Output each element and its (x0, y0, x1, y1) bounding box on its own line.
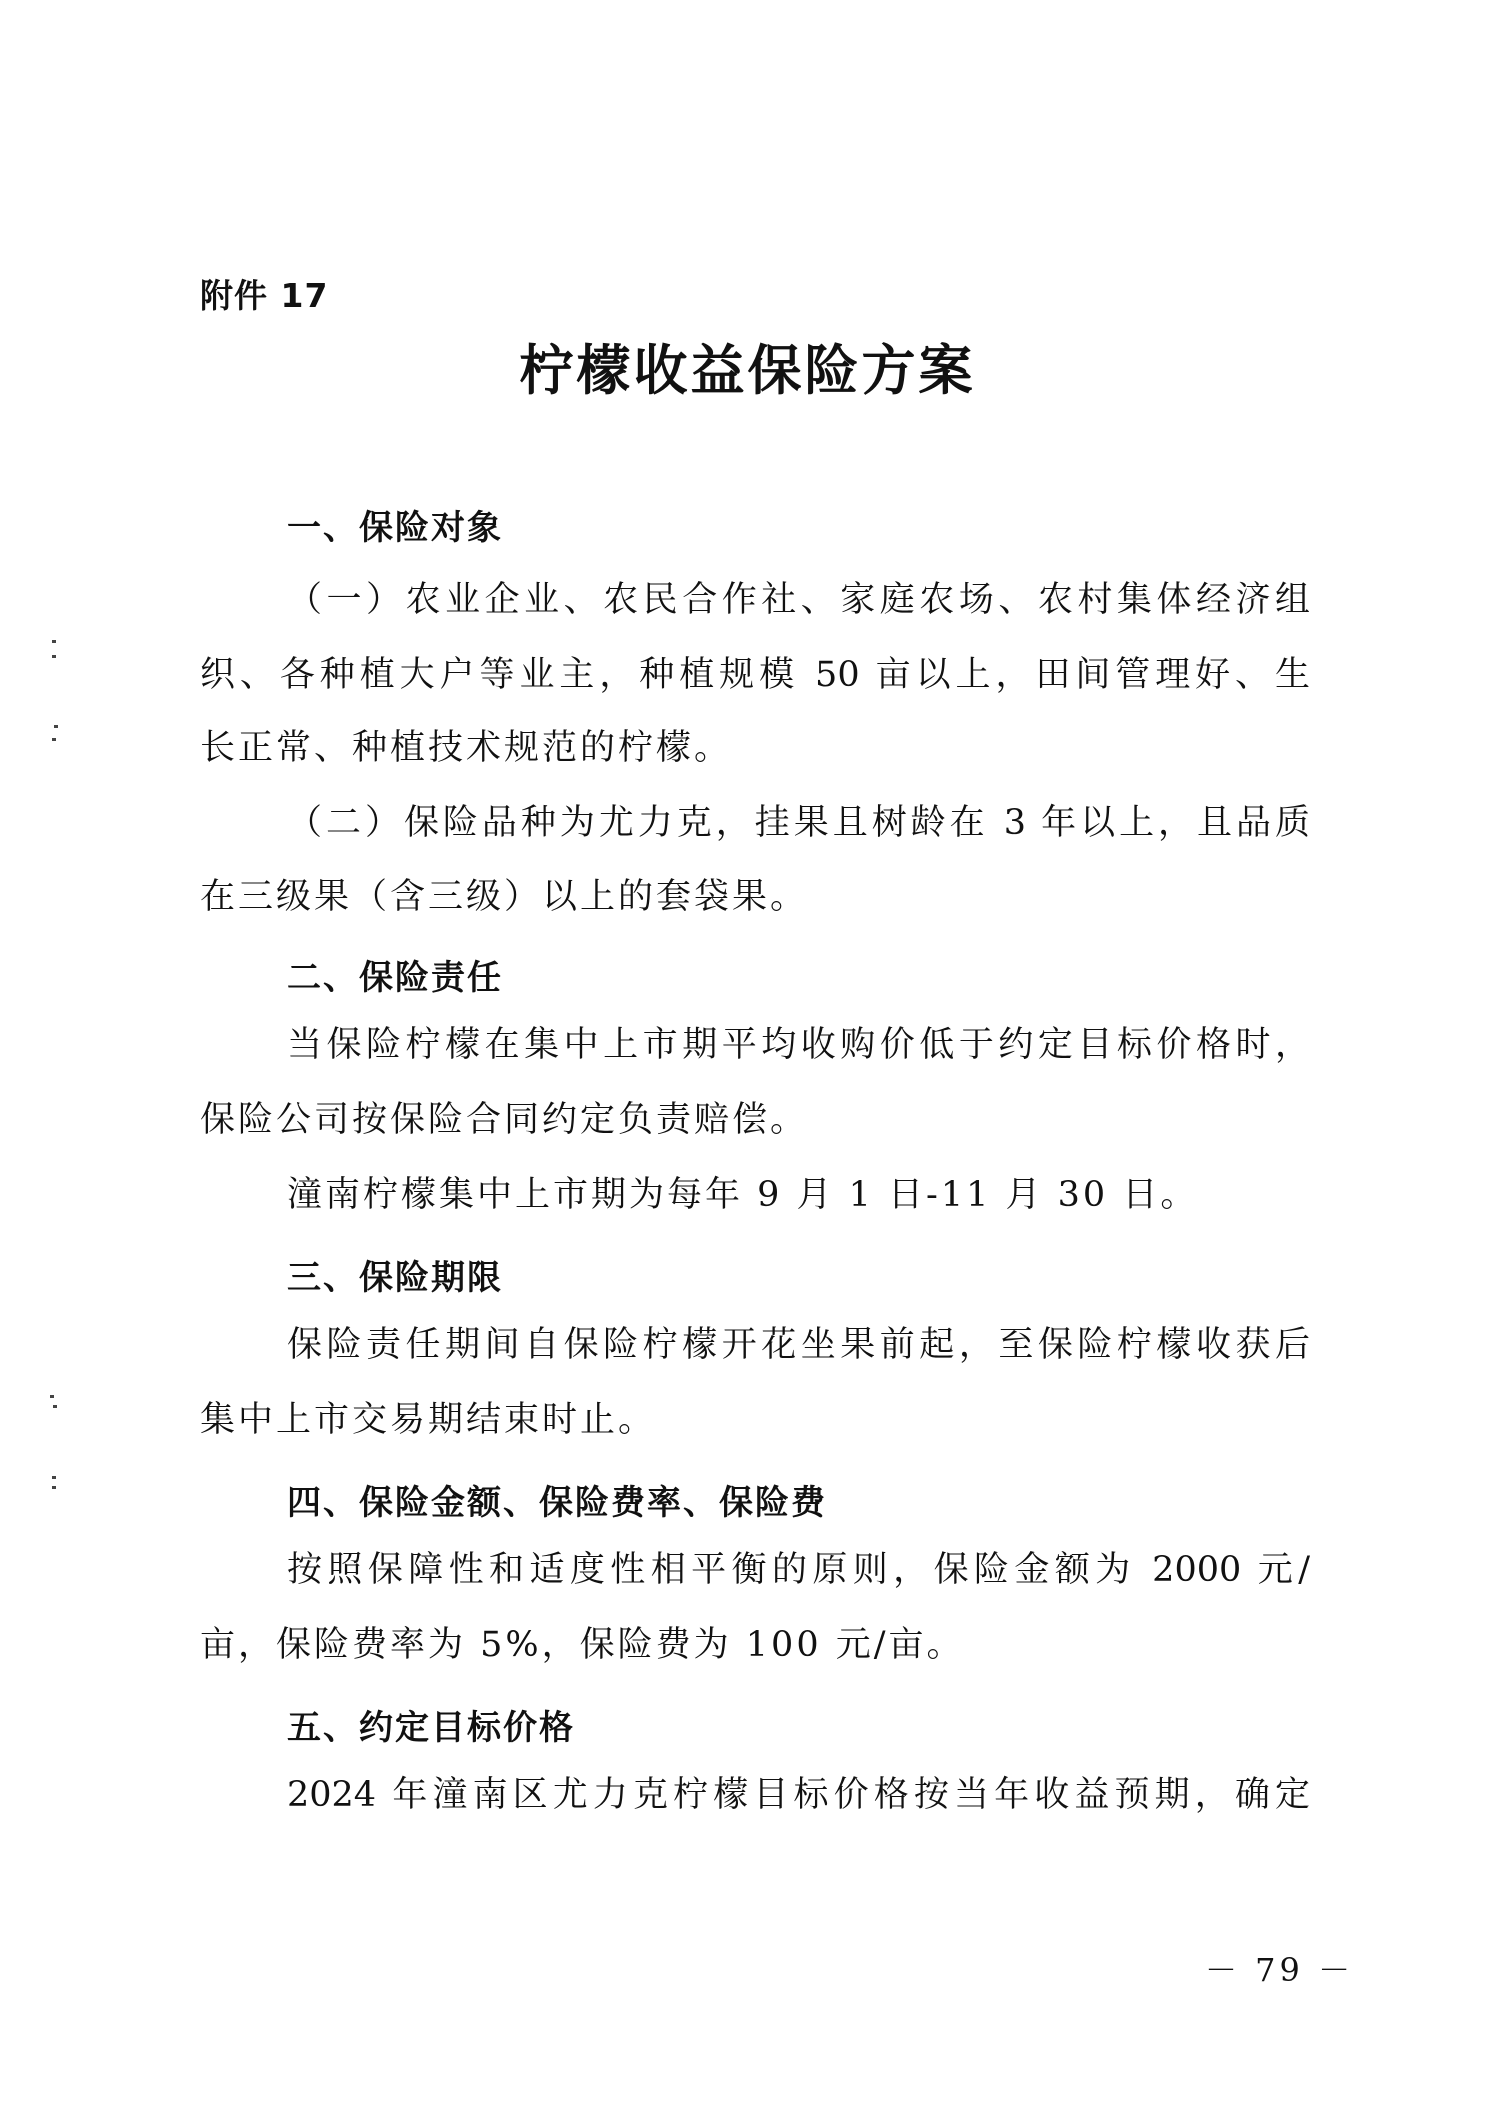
scan-mark (53, 1405, 57, 1408)
scan-mark (54, 725, 58, 728)
scan-mark (50, 1395, 54, 1398)
section-heading: 一、保险对象 (287, 508, 503, 548)
section-heading: 三、保险期限 (287, 1258, 503, 1298)
section-heading: 五、约定目标价格 (287, 1708, 575, 1748)
paragraph-line: 织、各种植大户等业主，种植规模 50 亩以上，田间管理好、生 (200, 655, 1310, 695)
paragraph-line: 潼南柠檬集中上市期为每年 9 月 1 日-11 月 30 日。 (287, 1175, 1199, 1215)
document-title: 柠檬收益保险方案 (519, 338, 976, 402)
paragraph-line: 亩，保险费率为 5%，保险费为 100 元/亩。 (200, 1625, 965, 1665)
paragraph-line: 按照保障性和适度性相平衡的原则，保险金额为 2000 元/ (287, 1550, 1310, 1590)
scan-mark (52, 1476, 56, 1479)
page-number: － 79 － (1205, 1951, 1355, 1989)
scan-mark (52, 640, 56, 643)
scan-mark (52, 655, 56, 658)
section-heading: 四、保险金额、保险费率、保险费 (287, 1483, 827, 1523)
paragraph-line: （一）农业企业、农民合作社、家庭农场、农村集体经济组 (287, 580, 1310, 620)
paragraph-line: 当保险柠檬在集中上市期平均收购价低于约定目标价格时， (287, 1025, 1310, 1065)
scan-mark (52, 738, 56, 741)
paragraph-line: 在三级果（含三级）以上的套袋果。 (200, 877, 809, 917)
paragraph-line: 保险公司按保险合同约定负责赔偿。 (200, 1100, 809, 1140)
section-heading: 二、保险责任 (287, 958, 503, 998)
attachment-label: 附件 17 (200, 276, 329, 315)
paragraph-line: 保险责任期间自保险柠檬开花坐果前起，至保险柠檬收获后 (287, 1325, 1310, 1365)
paragraph-line: 集中上市交易期结束时止。 (200, 1400, 657, 1440)
paragraph-line: （二）保险品种为尤力克，挂果且树龄在 3 年以上，且品质 (287, 803, 1310, 843)
paragraph-line: 2024 年潼南区尤力克柠檬目标价格按当年收益预期，确定 (287, 1775, 1310, 1815)
scan-mark (52, 1486, 56, 1489)
paragraph-line: 长正常、种植技术规范的柠檬。 (200, 728, 733, 768)
